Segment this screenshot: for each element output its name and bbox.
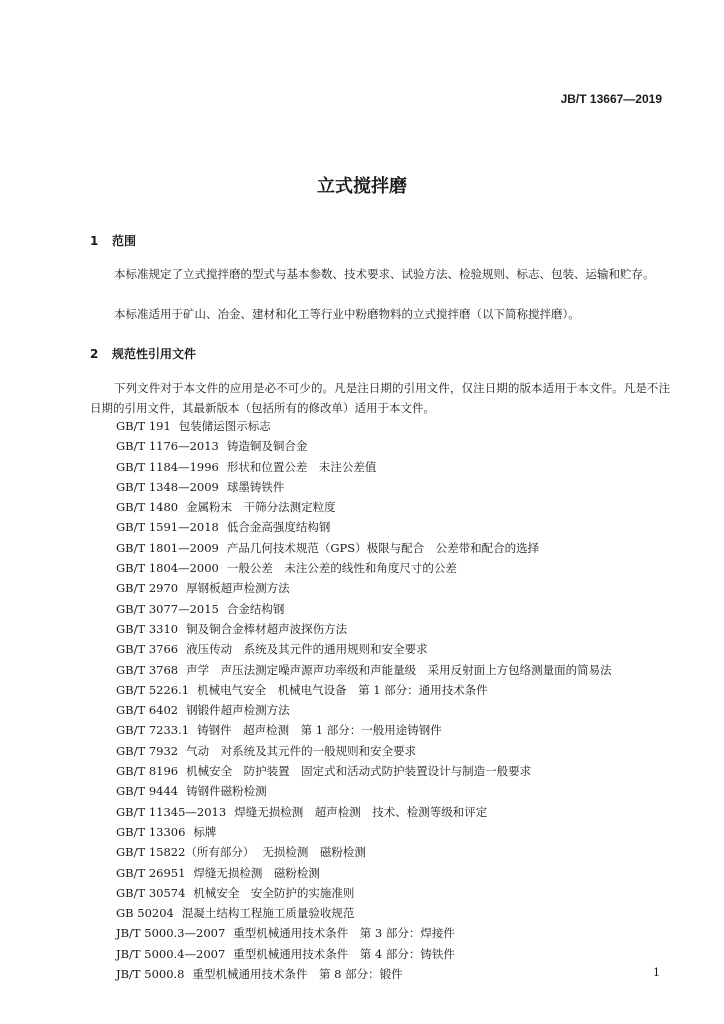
reference-title: 重型机械通用技术条件 第 8 部分：锻件 <box>192 967 403 982</box>
reference-item <box>116 436 686 456</box>
reference-title: 一般公差 未注公差的线性和角度尺寸的公差 <box>226 561 457 576</box>
reference-title: 厚钢板超声检测方法 <box>186 581 290 596</box>
reference-code: GB/T 191 <box>116 419 171 433</box>
section-2-number: 2 <box>90 347 99 361</box>
reference-item <box>116 477 686 497</box>
references-intro-paragraph: 下列文件对于本文件的应用是必不可少的。凡是注日期的引用文件，仅注日期的版本适用于本文件。凡是不注日期的引用文件，其最新版本（包括所有的修改单）适用于本文件。 <box>90 381 670 415</box>
reference-item <box>116 660 686 680</box>
reference-title: 重型机械通用技术条件 第 4 部分：铸铁件 <box>233 946 455 961</box>
reference-item <box>116 781 686 801</box>
reference-item <box>116 497 686 517</box>
page-number: 1 <box>653 966 660 979</box>
scope-paragraph-2: 本标准适用于矿山、冶金、建材和化工等行业中粉磨物料的立式搅拌磨（以下简称搅拌磨）。 <box>114 307 580 321</box>
reference-title: 形状和位置公差 未注公差值 <box>226 459 377 474</box>
reference-code: GB/T 5226.1 <box>116 682 190 697</box>
reference-item <box>116 761 686 781</box>
reference-item <box>116 680 686 700</box>
reference-code: GB/T 3768 <box>116 662 179 677</box>
reference-code: GB/T 9444 <box>116 784 179 799</box>
document-title: 立式搅拌磨 <box>317 176 407 197</box>
reference-title: 气动 对系统及其元件的一般规则和安全要求 <box>186 743 417 758</box>
reference-title: 机械安全 安全防护的实施准则 <box>193 885 355 900</box>
reference-code: GB/T 15822（所有部分） <box>116 845 255 860</box>
reference-title: 铸造铜及铜合金 <box>226 439 308 454</box>
reference-item <box>116 700 686 720</box>
reference-item <box>116 802 686 822</box>
reference-title: 焊缝无损检测 超声检测 技术、检测等级和评定 <box>234 804 488 819</box>
reference-item <box>116 639 686 659</box>
reference-code: JB/T 5000.8 <box>116 967 185 982</box>
section-1-heading <box>90 232 136 249</box>
reference-item <box>116 457 686 477</box>
reference-code: GB/T 1184—1996 <box>116 459 219 474</box>
reference-item <box>116 903 686 923</box>
reference-item <box>116 964 686 984</box>
reference-code: GB/T 30574 <box>116 885 186 900</box>
reference-title: 机械安全 防护装置 固定式和活动式防护装置设计与制造一般要求 <box>186 764 532 779</box>
reference-title: 焊缝无损检测 磁粉检测 <box>193 865 320 880</box>
reference-title: 产品几何技术规范（GPS）极限与配合 公差带和配合的选择 <box>226 540 540 555</box>
reference-title: 液压传动 系统及其元件的通用规则和安全要求 <box>186 642 428 657</box>
reference-title: 重型机械通用技术条件 第 3 部分：焊接件 <box>233 926 455 941</box>
reference-code: GB/T 26951 <box>116 865 186 880</box>
reference-title: 机械电气安全 机械电气设备 第 1 部分：通用技术条件 <box>197 682 488 697</box>
reference-code: GB/T 11345—2013 <box>116 804 227 819</box>
section-2-title: 规范性引用文件 <box>112 347 197 361</box>
reference-item <box>116 558 686 578</box>
reference-title: 声学 声压法测定噪声源声功率级和声能量级 采用反射面上方包络测量面的简易法 <box>186 662 612 677</box>
reference-item <box>116 863 686 883</box>
reference-code: GB/T 7233.1 <box>116 723 190 738</box>
reference-title: 混凝土结构工程施工质量验收规范 <box>181 906 355 921</box>
reference-title: 包装储运图示标志 <box>178 419 271 433</box>
reference-title: 低合金高强度结构钢 <box>226 520 331 535</box>
reference-code: GB/T 1591—2018 <box>116 520 219 535</box>
section-2-heading <box>90 345 196 362</box>
reference-code: GB/T 8196 <box>116 764 179 779</box>
reference-item <box>116 822 686 842</box>
reference-code: GB/T 1348—2009 <box>116 479 219 494</box>
reference-item <box>116 923 686 943</box>
section-1-title: 范围 <box>112 234 137 248</box>
reference-code: GB/T 13306 <box>116 824 186 839</box>
reference-item <box>116 517 686 537</box>
reference-title: 铜及铜合金棒材超声波探伤方法 <box>186 621 348 636</box>
reference-code: GB 50204 <box>116 906 174 921</box>
reference-code: GB/T 1176—2013 <box>116 439 219 454</box>
reference-title: 球墨铸铁件 <box>226 479 285 494</box>
standard-code: JB/T 13667—2019 <box>560 92 662 106</box>
reference-item <box>116 720 686 740</box>
reference-item <box>116 842 686 862</box>
reference-title: 铸钢件磁粉检测 <box>186 784 267 799</box>
reference-code: GB/T 1480 <box>116 500 179 515</box>
reference-code: GB/T 1801—2009 <box>116 540 219 555</box>
reference-item <box>116 578 686 598</box>
reference-item <box>116 741 686 761</box>
reference-item <box>116 599 686 619</box>
reference-title: 合金结构钢 <box>226 601 285 616</box>
reference-code: GB/T 1804—2000 <box>116 561 219 576</box>
reference-item <box>116 619 686 639</box>
reference-item <box>116 416 686 436</box>
reference-code: JB/T 5000.4—2007 <box>116 946 226 961</box>
reference-title: 铸钢件 超声检测 第 1 部分：一般用途铸钢件 <box>197 723 442 738</box>
reference-code: GB/T 2970 <box>116 581 179 596</box>
scope-paragraph-1: 本标准规定了立式搅拌磨的型式与基本参数、技术要求、试验方法、检验规则、标志、包装、运输和贮存。 <box>114 267 655 281</box>
reference-code: GB/T 3766 <box>116 642 179 657</box>
reference-title: 钢锻件超声检测方法 <box>186 703 290 718</box>
reference-title: 无损检测 磁粉检测 <box>262 845 366 860</box>
reference-code: GB/T 7932 <box>116 743 179 758</box>
reference-code: GB/T 3077—2015 <box>116 601 219 616</box>
reference-code: JB/T 5000.3—2007 <box>116 926 226 941</box>
reference-title: 金属粉末 干筛分法测定粒度 <box>186 500 336 515</box>
section-1-number: 1 <box>90 234 99 248</box>
reference-code: GB/T 3310 <box>116 621 179 636</box>
reference-code: GB/T 6402 <box>116 703 179 718</box>
reference-list <box>116 416 686 984</box>
reference-title: 标牌 <box>193 824 217 839</box>
reference-item <box>116 944 686 964</box>
reference-item <box>116 883 686 903</box>
reference-item <box>116 538 686 558</box>
